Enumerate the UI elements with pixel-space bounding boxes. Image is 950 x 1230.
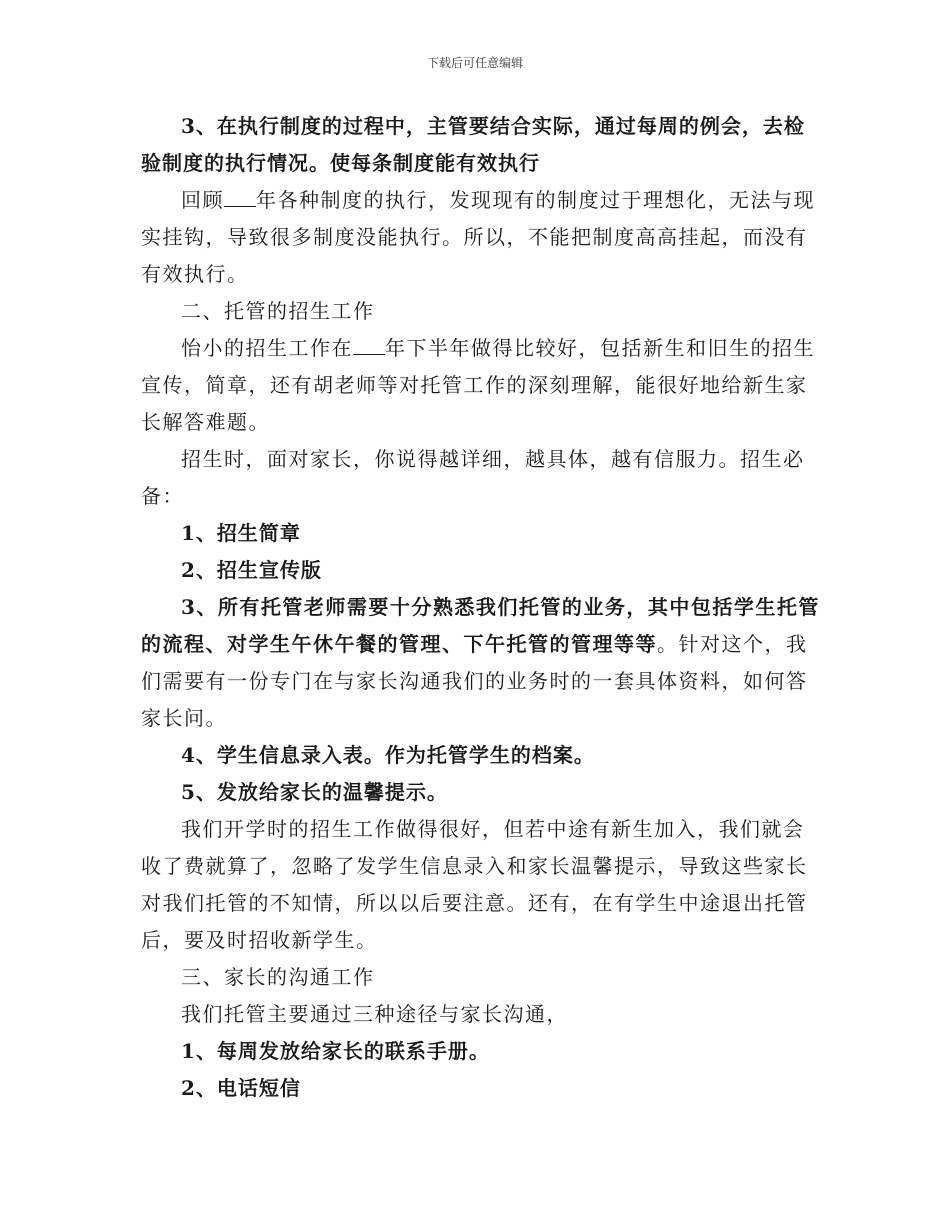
- paragraph-rule-3: 3、在执行制度的过程中，主管要结合实际，通过每周的例会，去检验制度的执行情况。使每条制度能有效执行: [141, 114, 805, 175]
- paragraph-review: [141, 182, 821, 293]
- review-text-end: 年各种制度的执行，发现现有的制度过于理想化，无法与现实挂钩，导致很多制度没能执行。所以，不能把制度高高挂起，而没有有效执行。: [141, 188, 815, 286]
- year-blank: [224, 188, 256, 207]
- list-item-4: 4、学生信息录入表。作为托管学生的档案。: [181, 743, 595, 767]
- method-item-1: 1、每周发放给家长的联系手册。: [181, 1039, 490, 1063]
- paragraph-communication: 我们托管主要通过三种途径与家长沟通，: [181, 1002, 568, 1026]
- list-item-2: 2、招生宣传版: [181, 558, 322, 582]
- page-header: 下载后可任意编辑: [426, 56, 523, 70]
- year-blank-2: [353, 336, 385, 355]
- paragraph-enrollment: [141, 330, 821, 441]
- paragraph-midterm: 我们开学时的招生工作做得很好，但若中途有新生加入，我们就会收了费就算了，忽略了发学生信息录入和家长温馨提示，导致这些家长对我们托管的不知情，所以以后要注意。还有，在有学生中途退出托管后，要及时招收新学生。: [141, 817, 808, 952]
- enrollment-text-end: 年下半年做得比较好，包括新生和旧生的招生宣传，简章，还有胡老师等对托管工作的深刻理解，能很好地给新生家长解答难题。: [141, 336, 815, 434]
- list-item-3: [141, 589, 821, 737]
- list-item-3-rest: 。针对这个，我们需要有一份专门在与家长沟通我们的业务时的一套具体资料，如何答家长问。: [141, 632, 808, 730]
- paragraph-enrollment-tips: 招生时，面对家长，你说得越详细，越具体，越有信服力。招生必备：: [141, 447, 805, 508]
- heading-enrollment: 二、托管的招生工作: [181, 299, 375, 323]
- heading-parent-communication: 三、家长的沟通工作: [181, 965, 375, 989]
- review-text-start: 回顾: [181, 188, 224, 212]
- method-item-2: 2、电话短信: [181, 1076, 301, 1100]
- list-item-5: 5、发放给家长的温馨提示。: [181, 780, 448, 804]
- enrollment-text-start: 怡小的招生工作在: [181, 336, 353, 360]
- list-item-3-bold: 3、所有托管老师需要十分熟悉我们托管的业务，其中包括学生托管的流程、对学生午休午餐的管理、下午托管的管理等等: [141, 595, 820, 656]
- document-body: [141, 108, 821, 1107]
- list-item-1: 1、招生简章: [181, 521, 301, 545]
